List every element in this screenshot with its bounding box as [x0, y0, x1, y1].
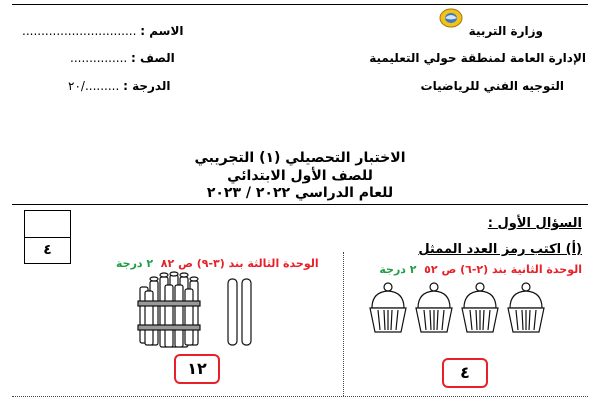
exam-title: الاختبار التحصيلي (١) التجريبي: [194, 150, 406, 166]
score-box: [24, 210, 71, 264]
exam-grade-level: للصف الأول الابتدائي: [227, 168, 373, 184]
right-item-reference: [379, 263, 582, 276]
left-answer-box[interactable]: ١٢: [174, 354, 220, 384]
name-label: الاسم :: [140, 24, 184, 38]
left-item-reference: [116, 257, 319, 270]
right-points: ٢ درجة: [379, 263, 417, 276]
grade-label: الدرجة :: [123, 79, 171, 93]
ten-sticks-bundle-illustration: [130, 271, 270, 353]
class-dots: ...............: [70, 51, 128, 65]
exam-page: [12, 4, 588, 398]
left-unit-ref: الوحدة الثالثة بند (٣-٩) ص ٨٢: [160, 257, 319, 270]
name-dots: ..............................: [22, 24, 137, 38]
grade-total: /٢٠: [68, 79, 85, 93]
left-points: ٢ درجة: [116, 257, 154, 270]
grade-dots: .........: [84, 79, 120, 93]
directorate-name: الإدارة العامة لمنطقة حولي التعليمية: [369, 51, 586, 65]
student-grade-line: [68, 79, 170, 93]
student-class-line: [70, 51, 175, 65]
right-answer-box[interactable]: ٤: [442, 358, 488, 388]
question-heading: السؤال الأول :: [487, 216, 582, 231]
column-divider: [343, 252, 344, 396]
score-box-value: ٤: [43, 242, 52, 258]
right-unit-ref: الوحدة الثانية بند (٢-٦) ص ٥٢: [424, 263, 582, 276]
cupcakes-illustration: [364, 282, 564, 338]
question-instruction: (أ) اكتب رمز العدد الممثل: [418, 242, 582, 257]
kuwait-emblem-icon: [439, 8, 463, 28]
class-label: الصف :: [131, 51, 175, 65]
section-divider: [12, 204, 588, 205]
ministry-name: وزارة التربية: [468, 24, 543, 38]
bottom-divider: [12, 396, 588, 397]
student-name-line: [22, 24, 184, 38]
supervision-name: التوجيه الفني للرياضيات: [420, 79, 564, 93]
top-border: [12, 4, 588, 5]
exam-year: للعام الدراسي ٢٠٢٢ / ٢٠٢٣: [206, 185, 394, 201]
